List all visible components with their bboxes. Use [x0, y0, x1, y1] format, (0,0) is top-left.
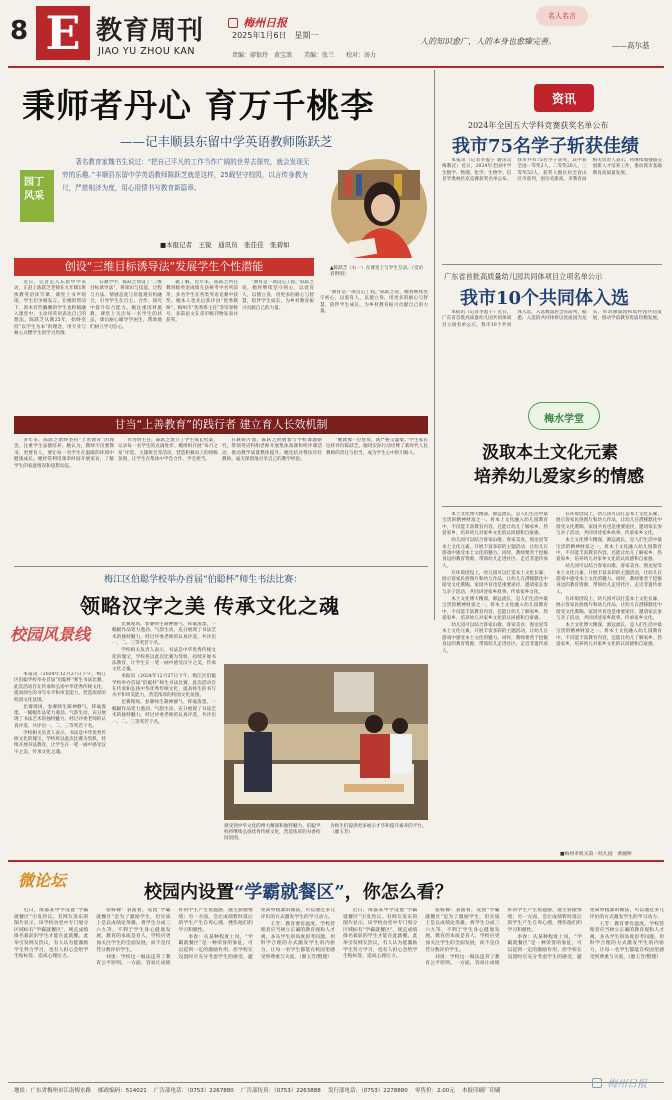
watermark-mark-icon — [592, 1078, 602, 1088]
lead-byline: ■本报记者 王锐 通讯员 张佳佳 张碧如 — [160, 241, 290, 249]
lead-body-col2: 在教学中，陈跃芝创设了“三维目标诱导法”，将知识与技能、过程与方法、情感态度与价值观有机融合，引导学生在自主、合作、探究中提升综合能力。她注重因材施教，课堂上关注每一名学生的状态，课后耐心辅导学困生，帮助他们树立学习信心。 — [90, 280, 162, 330]
issue-date: 2025年1月6日 星期一 — [232, 31, 319, 40]
feature-headline: 培养幼儿爱家乡的情感 — [474, 467, 644, 487]
lead-lower-col3: 在教研方面，陈跃芝积极参与学校课题研究，带领英语科组老师开展集体备课和听评课活动，推动教学质量整体提升。她还结对帮扶年轻教师，毫无保留地分享自己的教学经验。 — [222, 438, 322, 463]
news-item1-kicker: 2024年全国五大学科竞赛获奖名单公布 — [468, 121, 609, 130]
lead-subheadline: ——记丰顺县东留中学英语教师陈跃芝 — [120, 134, 333, 149]
feature-byline: ■梅州市机关第一幼儿园 黄婉婷 — [560, 852, 632, 857]
lead-headline: 秉师者丹心 育万千桃李 — [22, 86, 375, 125]
news-item2-headline: 我市10个共同体入选 — [460, 288, 630, 309]
lead-lower-col1: 多年来，陈跃芝始终坚持“上善教育”的理念，注重学生品德培养。她认为，教师不仅要教书，更要育人，要让每一名学生在温暖的环境中健康成长。她经常利用课余时间开展家访，了解学生的家庭情况和思想动态。 — [14, 438, 114, 469]
lead-lower-col2: 作为班主任，陈跃芝建立了学生成长档案，记录每一名学生的点滴进步。她组织开展“每月之星”评选、主题班会等活动，营造积极向上的班级氛围，让学生在集体中学会合作、学会担当。 — [118, 438, 218, 463]
watermark-logo: 梅州日报 — [592, 1072, 647, 1091]
footer: 地址：广东省梅州市江南梅水路 邮政编码：514021 广告部电话：（0753）2267880 广告部传真：（0753）2263888 发行部电话：（0753）2278880 零售价：2.00元 本报印刷厂印刷 — [14, 1088, 501, 1094]
news-badge: 资讯 — [534, 84, 594, 112]
feature-kicker: 汲取本土文化元素 — [482, 443, 618, 463]
lead-intro: 著名教育家魏书生说过：“把自己平凡的工作当作广阔的世界去探究，就会发现无穷的乐趣。”丰顺县东留中学英语教师陈跃芝就是这样，25载坚守校园，以言传身教为尺，严慈相济为度，用心用情书写教育新篇章。 — [62, 158, 310, 192]
campus-scenery-tag: 校园风景线 — [10, 625, 91, 644]
calligraphy-body-1: 本报讯（2024年12月27日下午，梅江区伯聪学校举办首届“伯聪杯”师生书法比赛。此次活动旨在传承和弘扬中华优秀传统文化，提高师生的书写水平和审美能力，营造浓厚的校园文化氛围。 比赛现场，参赛师生凝神静气、挥毫泼墨，一幅幅作品笔力遒劲、气韵生动，充分展现了书法艺术的独特魅力。经过评委老师的认真评选，共评出一、二、三等奖若干名。 学校相关负责人表示，书法是中华优秀传统文化的瑰宝，学校将以此次比赛为契机，持续开展书法教育，让学生在一笔一画中感受汉字之美，传承文化之魂。 — [14, 672, 106, 755]
masthead-quote-author: ——高尔基 — [612, 41, 650, 50]
opinion-headline: 校园内设置“学霸就餐区”，你怎么看？ — [144, 882, 453, 903]
lead-body-col1: 近日，记者走入东留中学采访，正赶上陈跃芝老师在九年级1班执教英语读写课，课堂上书声琅琅，学生们争相发言。在她的带动下，原本有些腼腆的学生也积极融入课堂中，主动用英语表达自己的想法。陈跃芝从教25年，始终坚持“以学生为本”的理念，用专业与耐心点燃学生的学习热情。 — [14, 280, 86, 337]
calligraphy-photo — [224, 664, 428, 820]
calligraphy-body-3 — [174, 622, 216, 623]
opinion-badge: 微论坛 — [18, 871, 67, 890]
news-item2-kicker: 广东省首批高质量幼儿园共同体项目立项名单公示 — [444, 272, 603, 281]
masthead-quote: 人的知识愈广，人的本身也愈臻完善。 — [420, 37, 556, 46]
masthead — [0, 0, 672, 70]
calligraphy-headline: 领略汉字之美 传承文化之魂 — [80, 594, 340, 618]
feature-badge: 梅水学堂 — [528, 402, 600, 430]
news-item1-headline: 我市75名学子斩获佳绩 — [452, 136, 640, 157]
lead-banner-2: 甘当“上善教育”的践行者 建立育人长效机制 — [14, 416, 428, 434]
section-pinyin: JIAO YU ZHOU KAN — [98, 46, 195, 57]
opinion-body: 近日，成都某中学设置“学霸就餐区”引发热议。有网友发布的图片显示，该学校食堂中专门划分区域标有“学霸就餐区”，规定成绩排名靠前的学生才能在此就餐。此举引发网友热议，有人认为能激励学生努力学习，也有人担心会给学生贴标签、造成心理压力。 张栋樑：表面看，设置“学霸就餐区”是为了激励学生，但实质上是以成绩论英雄，将学生分成三六九等，不利于学生身心健康发展。教育的本质是育人，学校应更加关注学生的全面发展，而不是仅凭分数评价学生。 刘勇：学校这一做法违背了教育公平原则。一方面，容易让成绩好的学生产生优越感，滋生骄傲情绪；另一方面，会让成绩暂时落后的学生产生自卑心理，挫伤他们的学习积极性。 李春：从某种程度上说，“学霸就餐区”是一种荣誉的象征，可以起到一定的激励作用。但学校在设置时应充分考虑学生的感受，避免简单粗暴的做法，可以通过多元评价的方式激发学生的学习动力。 王芳：教育要有温度。学校管理者应当树立正确的教育观和人才观，多从学生的角度思考问题，用科学合理的方式激发学生的内驱力，让每一名学生都能在校园里感受到尊重与关爱。（廖玉芳/整理） 近日，成都某中学设置“学霸就餐区”引发热议。有网友发布的图片显示，该学校食堂中专门划分区域标有“学霸就餐区”，规定成绩排名靠前的学生才能在此就餐。此举引发网友热议，有人认为能激励学生努力学习，也有人担心会给学生贴标签、造成心理压力。 张栋樑：表面看，设置“学霸就餐区”是为了激励学生，但实质上是以成绩论英雄，将学生分成三六九等，不利于学生身心健康发展。教育的本质是育人，学校应更加关注学生的全面发展，而不是仅凭分数评价学生。 刘勇：学校这一做法违背了教育公平原则。一方面，容易让成绩好的学生产生优越感，滋生骄傲情绪；另一方面，会让成绩暂时落后的学生产生自卑心理，挫伤他们的学习积极性。 李春：从某种程度上说，“学霸就餐区”是一种荣誉的象征，可以起到一定的激励作用。但学校在设置时应充分考虑学生的感受，避免简单粗暴的做法，可以通过多元评价的方式激发学生的学习动力。 王芳：教育要有温度。学校管理者应当树立正确的教育观和人才观，多从学生的角度思考问题，用科学合理的方式激发学生的内驱力，让每一名学生都能在校园里感受到尊重与关爱。（廖玉芳/整理） — [14, 908, 664, 967]
lead-banner-1: 创设“三维目标诱导法”发展学生个性潜能 — [14, 258, 314, 276]
portrait-caption: ▲陈跃芝（右一）在课堂上与学生互动。（受访者供图） — [330, 266, 424, 277]
calligraphy-photo-caption: 感受到中华文化的博大精深和独特魅力。伯聪学校将继续弘扬优秀传统文化，营造浓厚的书香校园氛围。 — [224, 824, 321, 841]
gardener-tag: 园丁风采 — [20, 170, 54, 222]
logo-mark-icon — [228, 18, 238, 28]
section-letter: E — [36, 6, 90, 60]
feature-body: 本土文化博大精深，源远流长，是人们生活中最宝贵的精神财富之一。将本土文化融入幼儿园教育中，不仅能丰富教育内容，还能让幼儿了解家乡、热爱家乡，培养幼儿对家乡文化的认同感和自豪感。 幼儿园可以结合客家山歌、客家美食、围龙屋等本土文化元素，开展丰富多彩的主题活动，让幼儿在游戏中感受本土文化的魅力。同时，教师要善于挖掘身边的教育资源，带领幼儿走进社区、走近非遗传承人。 在环境创设上，幼儿园可以打造本土文化长廊，展示客家民俗图片和幼儿作品，让幼儿在潜移默化中接受文化熏陶。家园共育也是重要途径，邀请家长参与亲子活动，共同讲述家乡故事，传承家乡文化。 本土文化博大精深，源远流长，是人们生活中最宝贵的精神财富之一。将本土文化融入幼儿园教育中，不仅能丰富教育内容，还能让幼儿了解家乡、热爱家乡，培养幼儿对家乡文化的认同感和自豪感。 幼儿园可以结合客家山歌、客家美食、围龙屋等本土文化元素，开展丰富多彩的主题活动，让幼儿在游戏中感受本土文化的魅力。同时，教师要善于挖掘身边的教育资源，带领幼儿走进社区、走近非遗传承人。 在环境创设上，幼儿园可以打造本土文化长廊，展示客家民俗图片和幼儿作品，让幼儿在潜移默化中接受文化熏陶。家园共育也是重要途径，邀请家长参与亲子活动，共同讲述家乡故事，传承家乡文化。 本土文化博大精深，源远流长，是人们生活中最宝贵的精神财富之一。将本土文化融入幼儿园教育中，不仅能丰富教育内容，还能让幼儿了解家乡、热爱家乡，培养幼儿对家乡文化的认同感和自豪感。 幼儿园可以结合客家山歌、客家美食、围龙屋等本土文化元素，开展丰富多彩的主题活动，让幼儿在游戏中感受本土文化的魅力。同时，教师要善于挖掘身边的教育资源，带领幼儿走进社区、走近非遗传承人。 在环境创设上，幼儿园可以打造本土文化长廊，展示客家民俗图片和幼儿作品，让幼儿在潜移默化中接受文化熏陶。家园共育也是重要途径，邀请家长参与亲子活动，共同讲述家乡故事，传承家乡文化。 本土文化博大精深，源远流长，是人们生活中最宝贵的精神财富之一。将本土文化融入幼儿园教育中，不仅能丰富教育内容，还能让幼儿了解家乡、热爱家乡，培养幼儿对家乡文化的认同感和自豪感。 — [442, 512, 662, 654]
calligraphy-photo-caption-2: 为师生们提供更多展示才华和提升素养的平台。（廖玉芳） — [330, 824, 427, 835]
teacher-portrait — [330, 152, 428, 262]
editors-line: 责编：廖银玲 黄宝浪 美编：张兰 校对：汤力 — [232, 52, 377, 59]
news-item1-body: 本报讯（记者李盈子 通讯员梅教宣）近日，2024年全国中学生数学、物理、化学、生物学、信息学奥林匹克竞赛获奖名单公布。我市共有75名学子获奖，其中获全国一等奖2人、二等奖20人、三等奖53人，获奖人数位居全省山区市前列，创历史新高。市教育局相关负责人表示，将继续加强拔尖创新人才培养工作，推动我市基础教育高质量发展。 — [442, 158, 662, 183]
lead-body-col3: 据了解，近年来，陈跃芝所任教班级英语成绩在县统考中名列前茅，多名学生在各类英语竞赛中获奖。她本人也先后获评县“优秀教师”、梅州市“优秀班主任”等荣誉称号，多篇论文在省市级刊物发表并获奖。 — [166, 280, 238, 324]
lead-lower-col4: “她就像一位慈母，既严格又温柔。”学生家长这样评价陈跃芝。她用实际行动诠释了新时代人民教师的责任与担当，成为学生心中的引路人。 — [326, 438, 428, 456]
section-title: 教育周刊 — [96, 16, 205, 46]
lead-body-col4: “教育是一项良心工程。”陈跃芝说，她将继续坚守初心，以爱育人，以德立身，用更多的耐心与智慧，陪伴学生成长，为乡村教育振兴贡献自己的力量。 — [242, 280, 314, 311]
page-number: 8 — [10, 16, 29, 46]
calligraphy-kicker: 梅江区伯聪学校举办首届“伯聪杯”师生书法比赛： — [104, 575, 303, 585]
calligraphy-body-2: 比赛现场，参赛师生凝神静气、挥毫泼墨，一幅幅作品笔力遒劲、气韵生动，充分展现了书法艺术的独特魅力。经过评委老师的认真评选，共评出一、二、三等奖若干名。 学校相关负责人表示，书法是中华优秀传统文化的瑰宝，学校将以此次比赛为契机，持续开展书法教育，让学生在一笔一画中感受汉字之美，传承文化之魂。 本报讯（2024年12月27日下午，梅江区伯聪学校举办首届“伯聪杯”师生书法比赛。此次活动旨在传承和弘扬中华优秀传统文化，提高师生的书写水平和审美能力，营造浓厚的校园文化氛围。 比赛现场，参赛师生凝神静气、挥毫泼墨，一幅幅作品笔力遒劲、气韵生动，充分展现了书法艺术的独特魅力。经过评委老师的认真评选，共评出一、二、三等奖若干名。 — [112, 622, 216, 725]
quote-badge: 名人名言 — [536, 6, 588, 26]
news-item2-body: 本报讯（记者李盈子）近日，广东省首批高质量幼儿园共同体项目立项名单公示，我市10个共同体入选，入选数量居全省前列。据悉，入选的共同体将以优质园为龙头，带动薄弱园和农村园共同发展，推动学前教育优质均衡发展。 — [442, 310, 662, 328]
paper-logo: 梅州日报 — [228, 12, 287, 31]
lead-body-col5: “教育是一项良心工程。”陈跃芝说，她将继续坚守初心，以爱育人，以德立身，用更多的耐心与智慧，陪伴学生成长，为乡村教育振兴贡献自己的力量。 — [320, 290, 428, 315]
